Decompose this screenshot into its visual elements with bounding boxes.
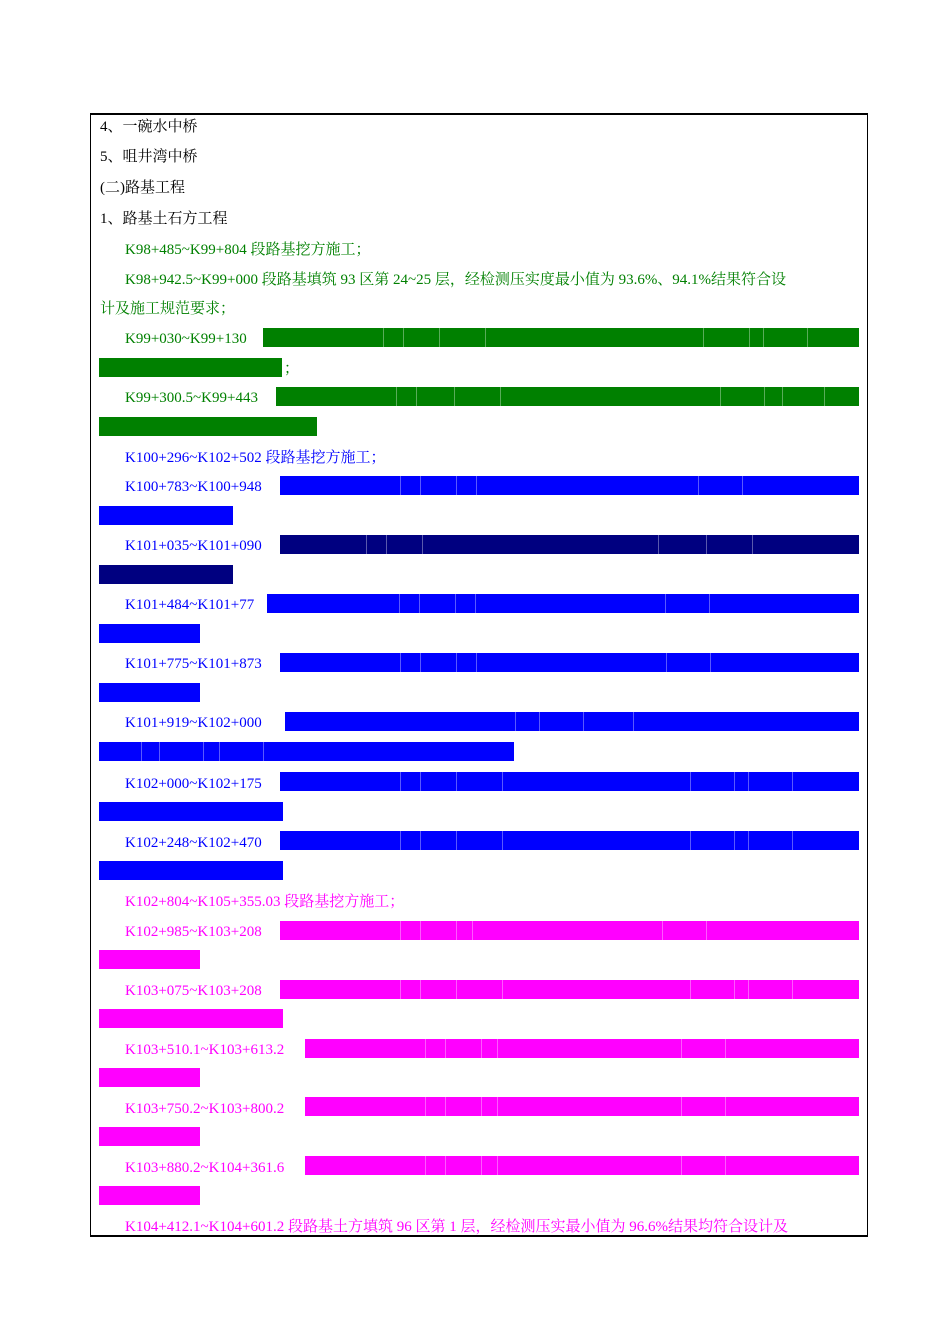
redaction-bar (99, 802, 283, 821)
magenta-line-6: K103+880.2~K104+361.6 (125, 1160, 285, 1176)
redaction-bar (280, 653, 859, 672)
redaction-bar (99, 624, 200, 643)
magenta-line-3: K103+075~K103+208 (125, 983, 262, 999)
redaction-bar (280, 921, 859, 940)
section-subgrade: (二)路基工程 (100, 180, 185, 196)
redaction-bar (99, 1009, 283, 1028)
subsection-earthwork: 1、路基土石方工程 (100, 211, 228, 227)
blue-line-5: K101+775~K101+873 (125, 656, 262, 672)
magenta-line-5: K103+750.2~K103+800.2 (125, 1101, 285, 1117)
redaction-bar (280, 535, 859, 554)
redaction-bar (285, 712, 859, 731)
redaction-bar (99, 950, 200, 969)
green-line-1: K98+485~K99+804 段路基挖方施工； (125, 242, 371, 258)
magenta-line-2: K102+985~K103+208 (125, 924, 262, 940)
redaction-bar (280, 476, 859, 495)
magenta-line-4: K103+510.1~K103+613.2 (125, 1042, 285, 1058)
item-bridge-5: 5、咀井湾中桥 (100, 149, 198, 165)
redaction-bar (99, 683, 200, 702)
redaction-bar (99, 1068, 200, 1087)
redaction-bar (305, 1097, 859, 1116)
magenta-line-1: K102+804~K105+355.03 段路基挖方施工； (125, 894, 405, 910)
redaction-bar (99, 358, 282, 377)
blue-line-6: K101+919~K102+000 (125, 715, 262, 731)
blue-line-2: K100+783~K100+948 (125, 479, 262, 495)
blue-line-8: K102+248~K102+470 (125, 835, 262, 851)
redaction-bar (263, 328, 859, 347)
redaction-bar (99, 417, 317, 436)
green-line-3: K99+030~K99+130 (125, 331, 247, 347)
redaction-bar (99, 565, 233, 584)
blue-line-1: K100+296~K102+502 段路基挖方施工； (125, 450, 386, 466)
green-line-4: K99+300.5~K99+443 (125, 390, 258, 406)
green-line-3-end: ； (284, 361, 300, 377)
redaction-bar (99, 506, 233, 525)
blue-line-7: K102+000~K102+175 (125, 776, 262, 792)
redaction-bar (99, 742, 514, 761)
green-line-2a: K98+942.5~K99+000 段路基填筑 93 区第 24~25 层，经检测压实度最小值为 93.6%、94.1%结果符合设 (125, 272, 787, 288)
magenta-line-7: K104+412.1~K104+601.2 段路基土方填筑 96 区第 1 层，经检测压实最小值为 96.6%结果均符合设计及 (125, 1219, 788, 1235)
redaction-bar (280, 980, 859, 999)
redaction-bar (276, 387, 859, 406)
blue-line-3: K101+035~K101+090 (125, 538, 262, 554)
redaction-bar (267, 594, 859, 613)
redaction-bar (280, 831, 859, 850)
green-line-2b: 计及施工规范要求； (100, 301, 236, 317)
redaction-bar (280, 772, 859, 791)
redaction-bar (99, 1186, 200, 1205)
redaction-bar (305, 1156, 859, 1175)
item-bridge-4: 4、一碗水中桥 (100, 119, 198, 135)
blue-line-4: K101+484~K101+77 (125, 597, 255, 613)
redaction-bar (99, 861, 283, 880)
redaction-bar (99, 1127, 200, 1146)
redaction-bar (305, 1039, 859, 1058)
